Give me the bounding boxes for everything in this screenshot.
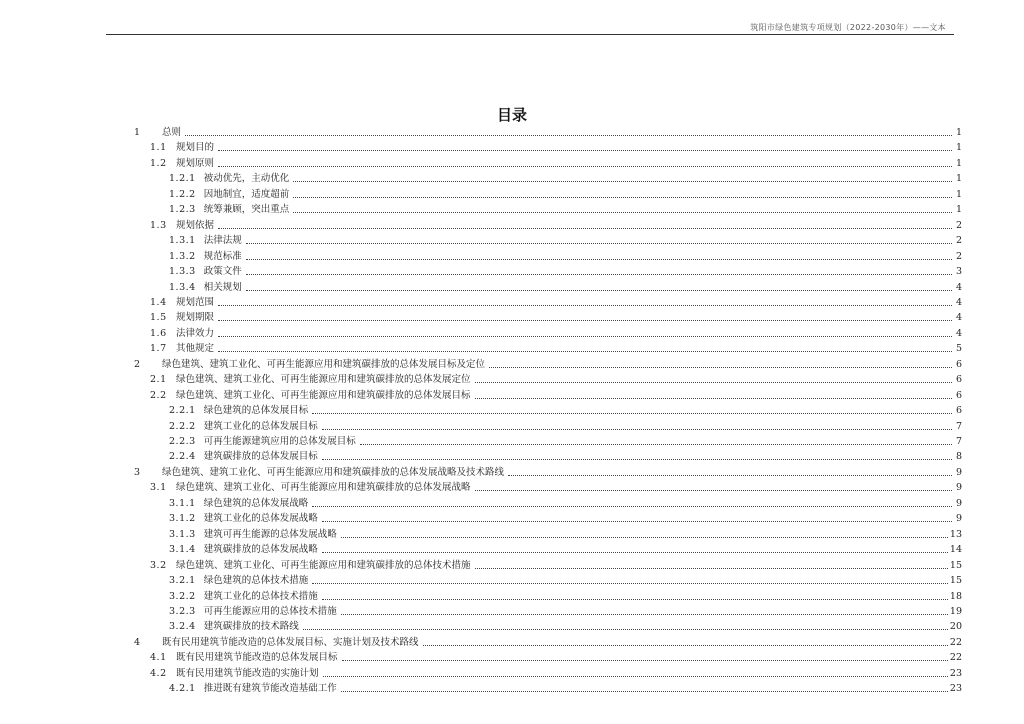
toc-entry[interactable] <box>150 387 962 402</box>
toc-leader-dots <box>475 381 952 383</box>
toc-entry-title: 绿色建筑、建筑工业化、可再生能源应用和建筑碳排放的总体发展定位 <box>176 374 471 386</box>
toc-entry-page: 23 <box>949 667 962 679</box>
toc-entry-number: 1.3.2 <box>169 250 196 262</box>
toc-entry-page: 4 <box>955 327 962 339</box>
toc-entry[interactable] <box>169 248 962 263</box>
toc-leader-dots <box>246 242 952 244</box>
toc-entry-page: 23 <box>949 683 962 695</box>
toc-entry-number: 1.2 <box>150 157 167 169</box>
toc-entry[interactable] <box>169 572 962 587</box>
toc-entry[interactable] <box>150 479 962 494</box>
header-rule <box>106 34 954 35</box>
toc-entry-title: 建筑碳排放的总体发展目标 <box>203 451 318 463</box>
toc-entry[interactable] <box>169 588 962 603</box>
toc-entry[interactable] <box>169 433 962 448</box>
toc-entry[interactable] <box>169 618 962 633</box>
toc-entry[interactable] <box>169 680 962 695</box>
toc-entry-number: 3.1.1 <box>169 497 196 509</box>
toc-entry-page: 4 <box>955 281 962 293</box>
toc-entry[interactable] <box>169 603 962 618</box>
toc-entry-page: 15 <box>949 559 962 571</box>
toc-entry-number: 1.2.3 <box>169 204 196 216</box>
toc-entry-number: 1.2.1 <box>169 173 196 185</box>
toc-entry-title: 政策文件 <box>203 266 242 278</box>
toc-entry-title: 推进既有建筑节能改造基础工作 <box>203 683 337 695</box>
toc-entry-page: 13 <box>949 528 962 540</box>
toc-entry-page: 2 <box>955 235 962 247</box>
toc-leader-dots <box>322 598 948 600</box>
toc-entry[interactable] <box>169 418 962 433</box>
toc-title: 目录 <box>496 106 527 124</box>
toc-entry-number: 1.3.1 <box>169 235 196 247</box>
toc-leader-dots <box>303 628 948 630</box>
toc-leader-dots <box>360 443 952 445</box>
toc-entry-number: 4 <box>134 636 141 648</box>
toc-entry-title: 绿色建筑的总体技术措施 <box>203 575 309 587</box>
toc-entry-number: 1.3.3 <box>169 266 196 278</box>
toc-leader-dots <box>312 505 952 507</box>
toc-entry-page: 1 <box>955 157 962 169</box>
toc-entry-number: 3 <box>134 466 141 478</box>
toc-entry-page: 9 <box>955 513 962 525</box>
toc-entry[interactable] <box>134 464 962 479</box>
toc-entry-page: 19 <box>949 605 962 617</box>
toc-leader-dots <box>185 134 952 136</box>
toc-leader-dots <box>218 335 952 337</box>
toc-entry-title: 因地制宜，适度超前 <box>203 188 290 200</box>
toc-entry[interactable] <box>150 217 962 232</box>
toc-entry-title: 绿色建筑、建筑工业化、可再生能源应用和建筑碳排放的总体发展目标 <box>176 389 471 401</box>
toc-entry-page: 4 <box>955 296 962 308</box>
toc-entry-title: 既有民用建筑节能改造的总体发展目标 <box>176 652 338 664</box>
toc-entry[interactable] <box>150 649 962 664</box>
toc-entry-page: 2 <box>955 219 962 231</box>
toc-entry-page: 9 <box>955 466 962 478</box>
toc-entry-page: 8 <box>955 451 962 463</box>
toc-entry-title: 被动优先，主动优化 <box>203 173 290 185</box>
toc-entry-number: 2.2.2 <box>169 420 196 432</box>
toc-entry[interactable] <box>169 495 962 510</box>
toc-entry-number: 2.2 <box>150 389 167 401</box>
toc-entry[interactable] <box>169 541 962 556</box>
toc-entry-number: 3.2.1 <box>169 575 196 587</box>
toc-entry-number: 3.1 <box>150 482 167 494</box>
toc-entry[interactable] <box>150 665 962 680</box>
toc-entry-number: 2 <box>134 358 141 370</box>
toc-entry-title: 建筑碳排放的总体发展战略 <box>203 544 318 556</box>
toc-entry-title: 相关规划 <box>203 281 242 293</box>
toc-leader-dots <box>218 149 952 151</box>
toc-entry-number: 1.2.2 <box>169 188 196 200</box>
toc-entry-page: 6 <box>955 358 962 370</box>
toc-entry-page: 18 <box>949 590 962 602</box>
toc-entry-number: 2.2.3 <box>169 436 196 447</box>
toc-entry-page: 9 <box>955 497 962 509</box>
toc-entry[interactable] <box>134 634 962 649</box>
toc-entry[interactable] <box>169 402 962 417</box>
toc-entry-page: 1 <box>955 142 962 154</box>
toc-leader-dots <box>475 489 952 491</box>
toc-entry-title: 既有民用建筑节能改造的实施计划 <box>176 667 319 679</box>
toc-entry-page: 1 <box>955 127 962 138</box>
toc-entry-number: 3.1.2 <box>169 513 196 525</box>
toc-entry-page: 1 <box>955 204 962 216</box>
toc-leader-dots <box>312 412 952 414</box>
toc-entry[interactable] <box>134 356 962 371</box>
toc-leader-dots <box>475 397 952 399</box>
toc-entry-number: 4.2.1 <box>169 683 196 695</box>
toc-entry-number: 1.5 <box>150 312 167 324</box>
toc-entry-page: 22 <box>949 636 962 648</box>
toc-entry-title: 建筑工业化的总体发展目标 <box>203 420 318 432</box>
toc-entry-page: 2 <box>955 250 962 262</box>
toc-leader-dots <box>322 520 952 522</box>
toc-entry-page: 15 <box>949 575 962 587</box>
toc-entry-page: 3 <box>955 266 962 278</box>
toc-leader-dots <box>246 258 952 260</box>
toc-entry-number: 2.2.4 <box>169 451 196 463</box>
toc-leader-dots <box>322 428 952 430</box>
toc-leader-dots <box>508 474 952 476</box>
toc-entry-title: 可再生能源建筑应用的总体发展目标 <box>203 436 356 447</box>
toc-leader-dots <box>246 289 952 291</box>
toc-entry-number: 1.3.4 <box>169 281 196 293</box>
toc-entry[interactable] <box>150 155 962 170</box>
toc-entry-title: 建筑工业化的总体发展战略 <box>203 513 318 525</box>
toc-entry[interactable] <box>150 340 962 355</box>
toc-entry[interactable] <box>150 294 962 309</box>
toc-entry-title: 规划原则 <box>176 157 215 169</box>
toc-entry-title: 可再生能源应用的总体技术措施 <box>203 605 337 617</box>
toc-leader-dots <box>218 319 952 321</box>
toc-entry[interactable] <box>150 557 962 572</box>
toc-entry-number: 3.2.4 <box>169 621 196 633</box>
toc-entry-title: 既有民用建筑节能改造的总体发展目标、实施计划及技术路线 <box>162 636 419 648</box>
toc-entry-number: 3.2 <box>150 559 167 571</box>
toc-entry[interactable] <box>169 510 962 525</box>
toc-entry-title: 统筹兼顾，突出重点 <box>203 204 290 216</box>
toc-entry-number: 4.1 <box>150 652 167 664</box>
toc-entry-number: 3.2.2 <box>169 590 196 602</box>
toc-entry-number: 3.2.3 <box>169 605 196 617</box>
toc-leader-dots <box>341 536 948 538</box>
toc-entry-number: 3.1.4 <box>169 544 196 556</box>
toc-entry-title: 绿色建筑、建筑工业化、可再生能源应用和建筑碳排放的总体发展战略 <box>176 482 471 494</box>
toc-entry-number: 1.3 <box>150 219 167 231</box>
toc-leader-dots <box>323 675 948 677</box>
toc-entry-page: 7 <box>955 420 962 432</box>
toc-leader-dots <box>489 366 952 368</box>
toc-entry-title: 其他规定 <box>176 343 215 355</box>
toc-entry[interactable] <box>150 371 962 386</box>
toc-leader-dots <box>218 227 952 229</box>
toc-entry-title: 建筑可再生能源的总体发展战略 <box>203 528 337 540</box>
toc-entry-number: 1.4 <box>150 296 167 308</box>
toc-entry-title: 绿色建筑、建筑工业化、可再生能源应用和建筑碳排放的总体技术措施 <box>176 559 471 571</box>
toc-entry-title: 绿色建筑的总体发展战略 <box>203 497 309 509</box>
toc-entry-page: 6 <box>955 389 962 401</box>
toc-entry[interactable] <box>169 263 962 278</box>
toc-leader-dots <box>293 180 952 182</box>
toc-entry[interactable] <box>134 124 962 139</box>
toc-entry[interactable] <box>169 448 962 463</box>
toc-leader-dots <box>341 613 948 615</box>
toc-leader-dots <box>322 551 948 553</box>
toc-entry-title: 法律效力 <box>176 327 215 339</box>
toc-entry[interactable] <box>169 186 962 201</box>
toc-entry-number: 1.1 <box>150 142 167 154</box>
toc-leader-dots <box>322 458 952 460</box>
toc-entry-title: 建筑工业化的总体技术措施 <box>203 590 318 602</box>
toc-entry-page: 9 <box>955 482 962 494</box>
toc-entry-number: 2.2.1 <box>169 405 196 417</box>
running-header: 筑阳市绿色建筑专项规划（2022-2030年）——文本 <box>750 23 946 32</box>
toc-entry-page: 4 <box>955 312 962 324</box>
toc-entry-number: 4.2 <box>150 667 167 679</box>
toc-leader-dots <box>293 196 952 198</box>
toc-entry-number: 2.1 <box>150 374 167 386</box>
toc-leader-dots <box>218 304 952 306</box>
toc-entry[interactable] <box>169 279 962 294</box>
toc-entry-title: 规划目的 <box>176 142 215 154</box>
toc-entry-title: 总则 <box>162 127 182 138</box>
toc-entry[interactable] <box>169 201 962 216</box>
toc-entry-page: 6 <box>955 374 962 386</box>
toc-leader-dots <box>312 582 948 584</box>
toc-entry-page: 5 <box>955 343 962 355</box>
toc-entry-page: 6 <box>955 405 962 417</box>
toc-entry-page: 14 <box>949 544 962 556</box>
toc-entry[interactable] <box>169 526 962 541</box>
toc-entry-title: 建筑碳排放的技术路线 <box>203 621 299 633</box>
toc-entry-page: 22 <box>949 652 962 664</box>
toc-leader-dots <box>218 350 952 352</box>
toc-entry[interactable] <box>150 139 962 154</box>
toc-entry[interactable] <box>150 325 962 340</box>
toc-entry[interactable] <box>169 232 962 247</box>
toc-entry-page: 20 <box>949 621 962 633</box>
toc-leader-dots <box>475 567 948 569</box>
toc-entry[interactable] <box>169 170 962 185</box>
toc-leader-dots <box>293 211 952 213</box>
toc-entry-title: 规范标准 <box>203 250 242 262</box>
toc-entry-number: 1 <box>134 127 141 138</box>
toc-entry-page: 1 <box>955 173 962 185</box>
toc-leader-dots <box>423 644 948 646</box>
toc-entry-number: 1.6 <box>150 327 167 339</box>
toc-entry-title: 法律法规 <box>203 235 242 247</box>
toc-entry-title: 规划期限 <box>176 312 215 324</box>
toc-entry-page: 7 <box>955 436 962 447</box>
toc-entry-number: 3.1.3 <box>169 528 196 540</box>
toc-entry-title: 绿色建筑、建筑工业化、可再生能源应用和建筑碳排放的总体发展战略及技术路线 <box>162 466 505 478</box>
toc-leader-dots <box>342 659 948 661</box>
toc-entry-title: 规划范围 <box>176 296 215 308</box>
toc-entry[interactable] <box>150 309 962 324</box>
toc-leader-dots <box>341 690 948 692</box>
toc-entry-title: 绿色建筑、建筑工业化、可再生能源应用和建筑碳排放的总体发展目标及定位 <box>162 358 486 370</box>
toc-entry-title: 绿色建筑的总体发展目标 <box>203 405 309 417</box>
toc-leader-dots <box>218 165 952 167</box>
toc-leader-dots <box>246 273 952 275</box>
toc-entry-title: 规划依据 <box>176 219 215 231</box>
toc-entry-number: 1.7 <box>150 343 167 355</box>
toc-entry-page: 1 <box>955 188 962 200</box>
